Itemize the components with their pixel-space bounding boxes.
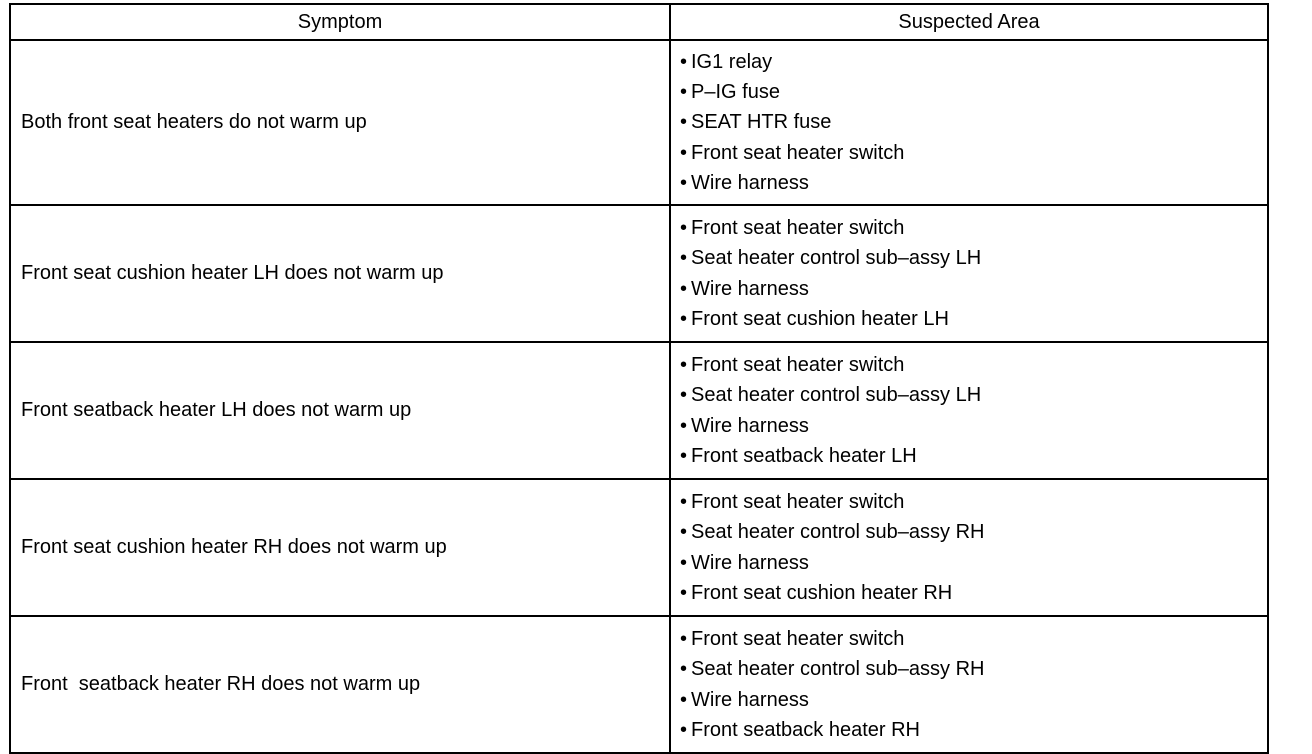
suspected-area-cell <box>670 40 1268 205</box>
list-item <box>680 624 1267 654</box>
bullet-icon: • <box>680 384 688 407</box>
bullet-icon: • <box>680 277 688 300</box>
symptom-cell: Front seatback heater LH does not warm up <box>10 342 670 479</box>
suspected-area-text: Wire harness <box>691 277 809 300</box>
bullet-icon: • <box>680 658 688 681</box>
table-row <box>10 616 1268 753</box>
symptom-column-header: Symptom <box>10 4 670 40</box>
list-item <box>680 517 1267 547</box>
table-row <box>10 342 1268 479</box>
bullet-icon: • <box>680 490 688 513</box>
list-item <box>680 654 1267 684</box>
suspected-area-text: Front seatback heater LH <box>691 444 917 467</box>
bullet-icon: • <box>680 627 688 650</box>
suspected-area-text: Front seat heater switch <box>691 216 905 239</box>
list-item <box>680 578 1267 608</box>
list-item <box>680 138 1267 168</box>
bullet-icon: • <box>680 172 688 195</box>
bullet-icon: • <box>680 688 688 711</box>
symptom-cell: Front seatback heater RH does not warm up <box>10 616 670 753</box>
symptom-cell: Both front seat heaters do not warm up <box>10 40 670 205</box>
list-item <box>680 715 1267 745</box>
suspected-area-text: Front seat heater switch <box>691 627 905 650</box>
suspected-area-list <box>680 47 1267 199</box>
bullet-icon: • <box>680 307 688 330</box>
suspected-area-list <box>680 624 1267 746</box>
list-item <box>680 350 1267 380</box>
bullet-icon: • <box>680 247 688 270</box>
bullet-icon: • <box>680 111 688 134</box>
suspected-area-cell <box>670 616 1268 753</box>
suspected-area-text: Front seatback heater RH <box>691 718 920 741</box>
suspected-area-column-header: Suspected Area <box>670 4 1268 40</box>
list-item <box>680 304 1267 334</box>
suspected-area-text: Wire harness <box>691 414 809 437</box>
suspected-area-text: IG1 relay <box>691 50 773 73</box>
list-item <box>680 47 1267 77</box>
suspected-area-text: Seat heater control sub–assy LH <box>691 384 982 407</box>
bullet-icon: • <box>680 216 688 239</box>
bullet-icon: • <box>680 718 688 741</box>
suspected-area-text: Seat heater control sub–assy LH <box>691 247 982 270</box>
bullet-icon: • <box>680 521 688 544</box>
bullet-icon: • <box>680 444 688 467</box>
header-row <box>10 4 1268 40</box>
suspected-area-text: P–IG fuse <box>691 80 780 103</box>
bullet-icon: • <box>680 581 688 604</box>
bullet-icon: • <box>680 551 688 574</box>
list-item <box>680 77 1267 107</box>
list-item <box>680 548 1267 578</box>
suspected-area-list <box>680 213 1267 335</box>
table-row <box>10 205 1268 342</box>
symptom-cell: Front seat cushion heater RH does not warm up <box>10 479 670 616</box>
suspected-area-cell <box>670 205 1268 342</box>
suspected-area-text: Seat heater control sub–assy RH <box>691 521 985 544</box>
list-item <box>680 380 1267 410</box>
bullet-icon: • <box>680 50 688 73</box>
list-item <box>680 213 1267 243</box>
suspected-area-list <box>680 350 1267 472</box>
suspected-area-text: SEAT HTR fuse <box>691 111 832 134</box>
bullet-icon: • <box>680 353 688 376</box>
suspected-area-text: Front seat heater switch <box>691 141 905 164</box>
list-item <box>680 274 1267 304</box>
list-item <box>680 487 1267 517</box>
table-row <box>10 479 1268 616</box>
list-item <box>680 168 1267 198</box>
suspected-area-text: Seat heater control sub–assy RH <box>691 658 985 681</box>
suspected-area-cell <box>670 342 1268 479</box>
suspected-area-text: Front seat heater switch <box>691 490 905 513</box>
bullet-icon: • <box>680 80 688 103</box>
list-item <box>680 107 1267 137</box>
symptom-cell: Front seat cushion heater LH does not warm up <box>10 205 670 342</box>
suspected-area-text: Wire harness <box>691 172 809 195</box>
suspected-area-cell <box>670 479 1268 616</box>
problem-symptoms-table <box>9 3 1269 754</box>
bullet-icon: • <box>680 141 688 164</box>
suspected-area-text: Wire harness <box>691 688 809 711</box>
suspected-area-text: Front seat cushion heater LH <box>691 307 949 330</box>
list-item <box>680 243 1267 273</box>
bullet-icon: • <box>680 414 688 437</box>
suspected-area-list <box>680 487 1267 609</box>
list-item <box>680 685 1267 715</box>
list-item <box>680 441 1267 471</box>
table-row <box>10 40 1268 205</box>
suspected-area-text: Wire harness <box>691 551 809 574</box>
suspected-area-text: Front seat cushion heater RH <box>691 581 953 604</box>
suspected-area-text: Front seat heater switch <box>691 353 905 376</box>
list-item <box>680 411 1267 441</box>
